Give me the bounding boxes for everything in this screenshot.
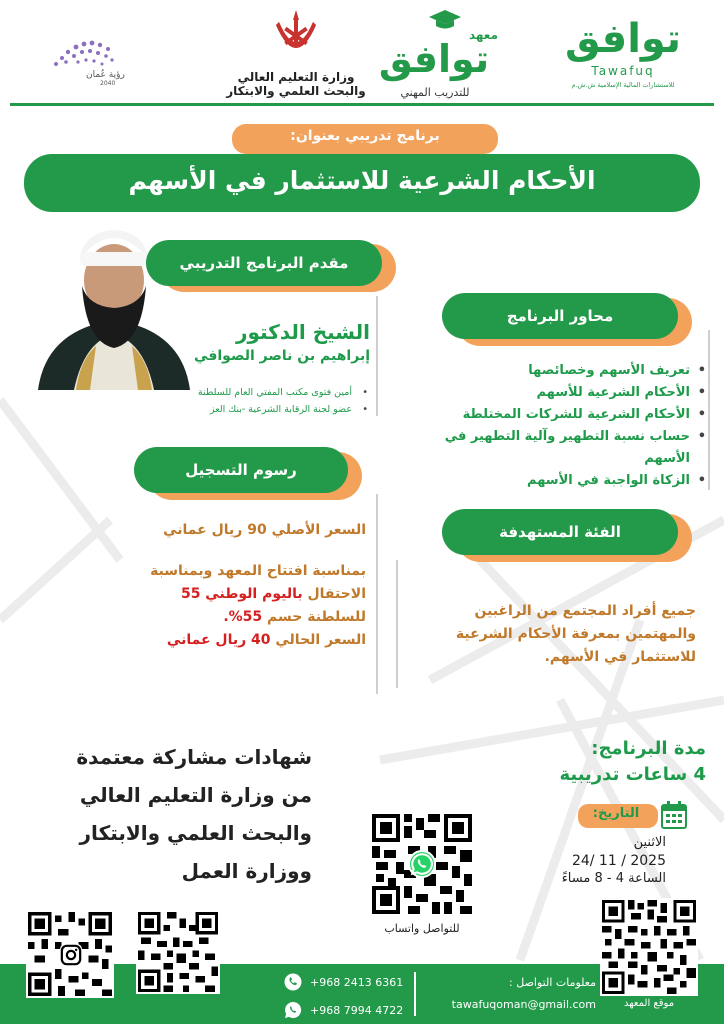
presenter-heading-text: مقدم البرنامج التدريبي: [179, 254, 349, 272]
axes-list: [400, 360, 706, 492]
fees-occasion-b: [40, 583, 366, 606]
footer-phones: [284, 970, 410, 1022]
certificates-line4: ووزارة العمل: [181, 859, 312, 883]
fees-occasion-b-highlight: باليوم الوطني 55: [180, 586, 303, 602]
certificates-line3: والبحث العلمي والابتكار: [79, 821, 312, 845]
institute-small-label: معهد: [468, 28, 498, 42]
whatsapp-icon: [284, 1001, 302, 1019]
fees-panel-border: [376, 494, 378, 694]
calendar-icon: [660, 800, 688, 830]
certificates-line2: من وزارة التعليم العالي: [79, 783, 312, 807]
axes-item: • الأحكام الشرعية للشركات المختلطة: [400, 404, 706, 426]
fees-occasion-c-prefix: للسلطنة حسم: [262, 609, 366, 625]
duration-label: مدة البرنامج:: [591, 738, 706, 759]
whatsapp-icon: [408, 850, 436, 878]
institute-sub: للتدريب المهني: [400, 86, 470, 99]
social-qr-code[interactable]: [136, 910, 220, 994]
date-day: الاثنين: [633, 835, 666, 850]
presenter-role: • أمين فتوى مكتب المفتي العام للسلطنة: [90, 384, 368, 401]
instagram-icon: [60, 944, 82, 966]
whatsapp-qr-code[interactable]: [372, 814, 472, 914]
axes-heading-text: محاور البرنامج: [506, 307, 614, 325]
footer-contact: [430, 974, 596, 1011]
fees-current-prefix: السعر الحالي: [270, 632, 366, 648]
fees-current-price: 40 ريال عماني: [166, 632, 271, 648]
audience-text: جميع أفراد المجتمع من الراغبين والمهتمين بمعرفة الأحكام الشرعية للاستثمار في الأسهم.: [455, 603, 696, 665]
date-value: 24/ 11 / 2025: [571, 853, 666, 869]
header-divider: [10, 103, 714, 106]
audience-heading-text: الفئة المستهدفة: [499, 523, 621, 541]
phone-icon: [284, 973, 302, 991]
phone-1[interactable]: +968 2413 6361: [310, 975, 404, 989]
date-time: الساعة 4 - 8 مساءً: [561, 871, 666, 886]
fees-occasion-c: [40, 606, 366, 629]
duration-value: 4 ساعات تدريبية: [559, 764, 706, 785]
vision-2040-logo: [46, 34, 138, 94]
fees-heading-text: رسوم التسجيل: [185, 461, 297, 479]
fees-discount: 55%.: [223, 609, 263, 625]
axes-item: • الزكاة الواجبة في الأسهم: [400, 470, 706, 492]
ministry-line2: والبحث العلمي والابتكار: [226, 84, 366, 98]
fees-heading: [134, 447, 348, 493]
tawafuq-logo-latin: Tawafuq: [591, 64, 655, 78]
institute-logo: [370, 6, 510, 102]
date-label: التاريخ:: [592, 806, 640, 821]
footer-separator: [414, 972, 416, 1016]
tawafuq-logo: [556, 14, 690, 102]
tawafuq-tagline: للاستشارات المالية الإسلامية ش.ش.م: [571, 81, 675, 89]
vision-year: 2040: [100, 80, 116, 87]
fees-occasion-a: بمناسبة افتتاح المعهد وبمناسبة: [150, 563, 366, 579]
fees-current: [40, 629, 366, 652]
ministry-block: [222, 6, 370, 102]
program-subtitle: برنامج تدريبي بعنوان:: [290, 128, 440, 144]
audience-panel-border: [396, 560, 398, 688]
phone-2[interactable]: +968 7994 4722: [310, 1003, 404, 1017]
phone-row-2: [284, 998, 410, 1022]
website-qr-caption: موقع المعهد: [623, 998, 675, 1009]
axes-panel-border: [708, 330, 710, 490]
presenter-panel-border: [376, 296, 378, 416]
presenter-roles: [90, 384, 368, 418]
ministry-line1: وزارة التعليم العالي: [237, 70, 355, 84]
date-block: [486, 834, 666, 888]
fees-original-price: السعر الأصلي 90 ريال عماني: [163, 522, 366, 538]
presenter-role: • عضو لجنة الرقابة الشرعية -بنك العز: [90, 401, 368, 418]
program-title: الأحكام الشرعية للاستثمار في الأسهم: [128, 166, 596, 195]
certificates-line1: شهادات مشاركة معتمدة: [76, 745, 312, 769]
axes-item: • حساب نسبة التطهير وآلية التطهير في الأسهم: [400, 426, 706, 470]
fees-details: [40, 560, 366, 652]
axes-item: • تعريف الأسهم وخصائصها: [400, 360, 706, 382]
phone-row-1: [284, 970, 410, 994]
website-qr-code[interactable]: [600, 898, 698, 996]
presenter-title: الشيخ الدكتور: [235, 320, 370, 344]
presenter-name: إبراهيم بن ناصر الصوافي: [194, 348, 370, 364]
certificates-block: [40, 738, 312, 890]
axes-heading: [442, 293, 678, 339]
presenter-heading: [146, 240, 382, 286]
vision-label: رؤية عُمان: [86, 70, 125, 80]
instagram-qr-code[interactable]: [26, 910, 114, 998]
graduation-cap-icon: [428, 8, 462, 32]
footer-contact-label: معلومات التواصل :: [509, 976, 596, 989]
tawafuq-logo-text: توافق: [564, 16, 682, 62]
oman-emblem-icon: [273, 6, 319, 62]
institute-name: توافق: [378, 37, 490, 81]
audience-heading: [442, 509, 678, 555]
footer-email[interactable]: tawafuqoman@gmail.com: [451, 998, 596, 1011]
whatsapp-qr-caption: للتواصل واتساب: [384, 922, 460, 935]
fees-occasion-b-prefix: الاحتفال: [302, 586, 366, 602]
axes-item: • الأحكام الشرعية للأسهم: [400, 382, 706, 404]
